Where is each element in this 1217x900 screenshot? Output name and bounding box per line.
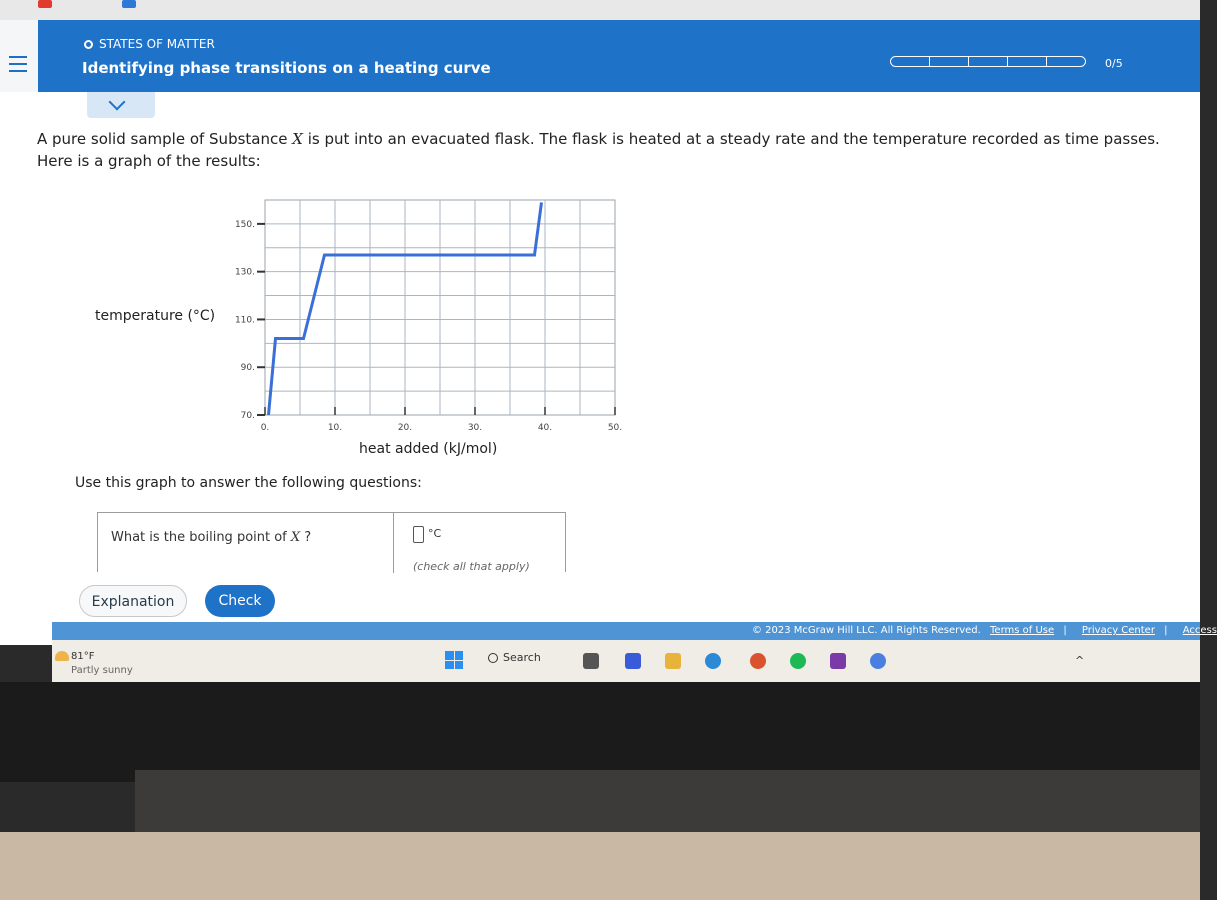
video-app-icon[interactable]	[625, 653, 641, 669]
laptop-hinge	[135, 770, 1200, 832]
topic-label: STATES OF MATTER	[99, 37, 215, 51]
taskbar-search[interactable]	[488, 651, 541, 664]
folder-icon[interactable]	[665, 653, 681, 669]
progress-label: 0/5	[1105, 57, 1123, 70]
windows-logo-icon[interactable]	[445, 651, 463, 669]
access-link[interactable]: Access	[1182, 625, 1217, 636]
x-tick-label: 50.	[607, 423, 623, 433]
y-tick-label: 130.	[234, 267, 255, 278]
y-tick-label: 150.	[234, 219, 255, 230]
tray-chevron-icon[interactable]: ^	[1075, 654, 1085, 667]
footer-separator: |	[1164, 625, 1168, 636]
x-tick-label: 10.	[327, 423, 343, 433]
laptop-deck	[0, 832, 1200, 900]
lesson-title: Identifying phase transitions on a heating curve	[82, 59, 491, 77]
privacy-link[interactable]: Privacy Center	[1081, 625, 1155, 636]
chevron-down-icon	[109, 94, 126, 111]
prompt-after: is put into an evacuated flask. The flask is heated at a steady rate and the temperature recorded as time passes. Here is a graph of the results:	[37, 130, 1160, 170]
search-icon	[488, 653, 498, 663]
copyright-text: © 2023 McGraw Hill LLC. All Rights Reserved.	[752, 625, 981, 636]
weather-desc[interactable]: Partly sunny	[71, 665, 133, 676]
unit-label: °C	[428, 527, 442, 540]
question-after: ?	[300, 530, 312, 545]
use-graph-text: Use this graph to answer the following questions:	[75, 475, 422, 491]
question-table	[97, 512, 566, 572]
question-before: What is the boiling point of	[111, 530, 291, 545]
question-variable: X	[290, 530, 301, 545]
progress-segment	[890, 56, 930, 67]
left-rail	[0, 20, 38, 92]
table-divider	[393, 513, 394, 573]
chrome-icon[interactable]	[750, 653, 766, 669]
footer-links	[752, 622, 1217, 640]
prompt-before: A pure solid sample of Substance	[37, 130, 293, 148]
check-button[interactable]: Check	[205, 585, 275, 617]
search-label: Search	[503, 651, 541, 664]
edge-icon[interactable]	[705, 653, 721, 669]
prompt-variable: X	[292, 130, 303, 148]
y-tick-label: 90.	[240, 363, 255, 374]
footer-separator: |	[1063, 625, 1067, 636]
y-tick-label: 70.	[240, 411, 255, 421]
y-tick-label: 110.	[234, 315, 255, 326]
x-tick-label: 40.	[537, 423, 553, 433]
browser-strip	[0, 0, 1200, 20]
weather-icon[interactable]	[55, 651, 69, 661]
x-tick-label: 0.	[260, 423, 270, 433]
heating-curve-chart	[80, 185, 640, 440]
x-tick-label: 20.	[397, 423, 413, 433]
explanation-button[interactable]: Explanation	[79, 585, 187, 617]
terms-link[interactable]: Terms of Use	[990, 625, 1055, 636]
chrome-profile-icon[interactable]	[870, 653, 886, 669]
lesson-header	[38, 20, 1200, 92]
app-icon[interactable]	[830, 653, 846, 669]
youtube-icon[interactable]	[38, 0, 52, 8]
question-text	[111, 530, 311, 545]
taskbar-app-icon[interactable]	[583, 653, 599, 669]
topic-circle-icon	[84, 40, 93, 49]
chart-y-label: temperature (°C)	[95, 308, 216, 324]
check-all-hint: (check all that apply)	[413, 560, 530, 573]
weather-temp[interactable]: 81°F	[71, 651, 95, 662]
progress-bar	[890, 56, 1085, 67]
hamburger-icon[interactable]	[9, 56, 27, 72]
x-tick-label: 30.	[467, 423, 483, 433]
chart-x-label: heat added (kJ/mol)	[359, 441, 498, 457]
progress-segment	[1007, 56, 1047, 67]
translate-icon[interactable]	[122, 0, 136, 8]
progress-segment	[929, 56, 969, 67]
problem-prompt	[37, 128, 1200, 172]
spotify-icon[interactable]	[790, 653, 806, 669]
boiling-point-input[interactable]	[413, 526, 424, 543]
collapse-tab[interactable]	[87, 92, 155, 118]
progress-segment	[1046, 56, 1086, 67]
progress-segment	[968, 56, 1008, 67]
laptop-bezel	[0, 682, 1200, 782]
topic-line[interactable]	[84, 37, 215, 51]
